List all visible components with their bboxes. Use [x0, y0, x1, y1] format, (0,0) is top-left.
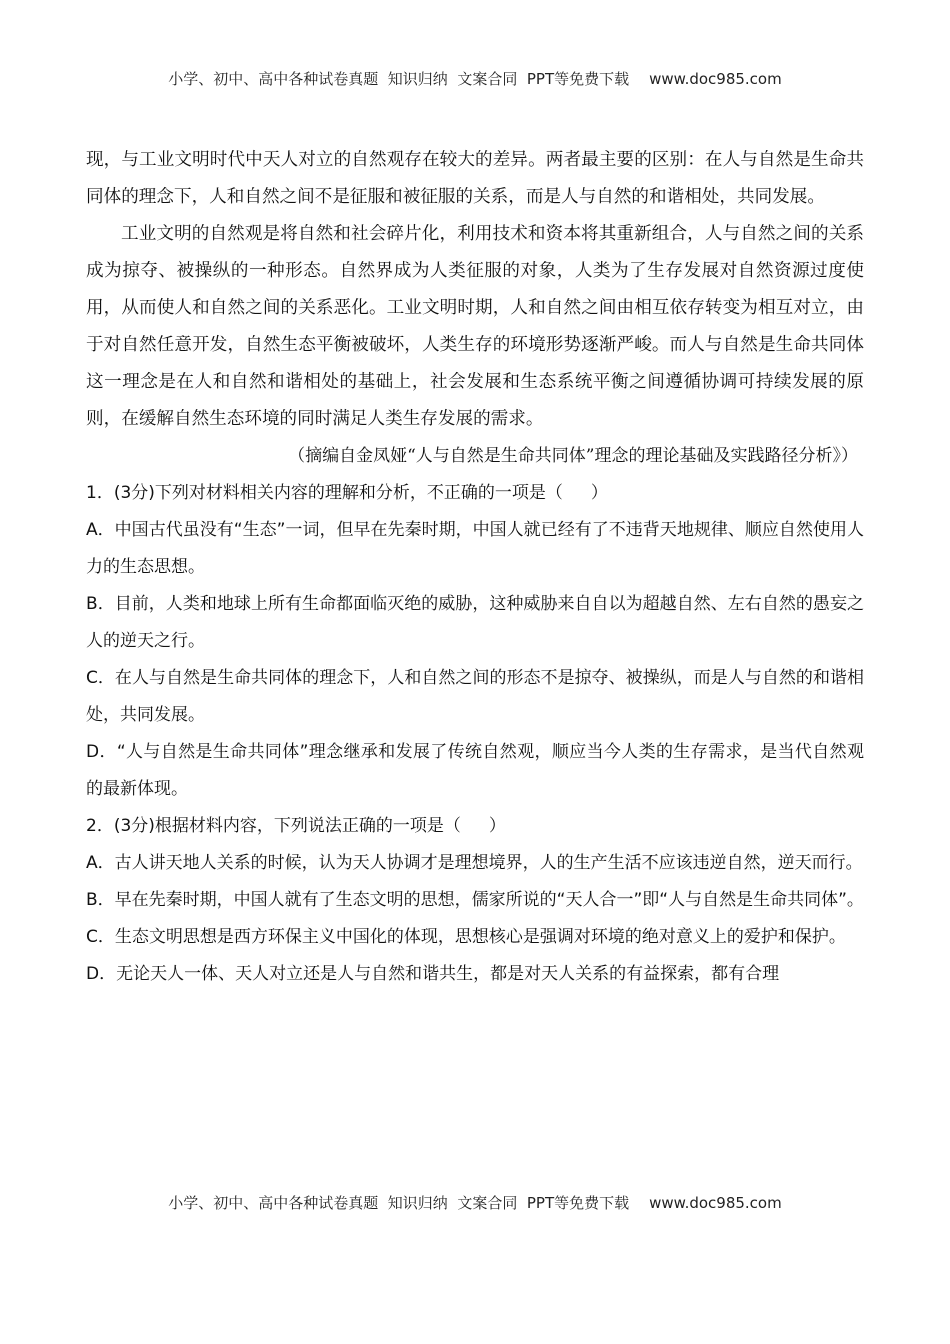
question-stem-text: 1．(3分)下列对材料相关内容的理解和分析，不正确的一项是（ — [86, 483, 563, 503]
option-c: C．在人与自然是生命共同体的理念下，人和自然之间的形态不是掠夺、被操纵，而是人与自然的和谐相处，共同发展。 — [86, 668, 864, 725]
header-text: 小学、初中、高中各种试卷真题 知识归纳 文案合同 PPT等免费下载 — [168, 70, 630, 88]
question-2 — [86, 808, 864, 993]
option-b: B．早在先秦时期，中国人就有了生态文明的思想，儒家所说的“天人合一”即“人与自然是生命共同体”。 — [86, 890, 864, 910]
question-stem-end: ） — [590, 483, 608, 503]
option-d: D．“人与自然是生命共同体”理念继承和发展了传统自然观，顺应当今人类的生存需求，是当代自然观的最新体现。 — [86, 742, 864, 799]
header-url[interactable]: www.doc985.com — [649, 70, 782, 88]
option-d: D．无论天人一体、天人对立还是人与自然和谐共生，都是对天人关系的有益探索，都有合理 — [86, 964, 780, 984]
question-stem-text: 2．(3分)根据材料内容，下列说法正确的一项是（ — [86, 816, 461, 836]
option-a: A．古人讲天地人关系的时候，认为天人协调才是理想境界，人的生产生活不应该违逆自然，逆天而行。 — [86, 853, 863, 873]
page-footer — [0, 1192, 950, 1213]
option-b: B．目前，人类和地球上所有生命都面临灭绝的威胁，这种威胁来自自以为超越自然、左右自然的愚妄之人的逆天之行。 — [86, 594, 864, 651]
passage-paragraph-2: 工业文明的自然观是将自然和社会碎片化，利用技术和资本将其重新组合，人与自然之间的关系成为掠夺、被操纵的一种形态。自然界成为人类征服的对象，人类为了生存发展对自然资源过度使用，从而使人和自然之间的关系恶化。工业文明时期，人和自然之间由相互依存转变为相互对立，由于对自然任意开发，自然生态平衡被破坏，人类生存的环境形势逐渐严峻。而人与自然是生命共同体这一理念是在人和自然和谐相处的基础上，社会发展和生态系统平衡之间遵循协调可持续发展的原则，在缓解自然生态环境的同时满足人类生存发展的需求。 — [86, 224, 864, 429]
footer-url[interactable]: www.doc985.com — [649, 1194, 782, 1212]
question-stem — [86, 475, 864, 512]
option-c: C．生态文明思想是西方环保主义中国化的体现，思想核心是强调对环境的绝对意义上的爱护和保护。 — [86, 927, 846, 947]
question-stem-end: ） — [488, 816, 506, 836]
passage-paragraph-1: 现，与工业文明时代中天人对立的自然观存在较大的差异。两者最主要的区别：在人与自然是生命共同体的理念下，人和自然之间不是征服和被征服的关系，而是人与自然的和谐相处，共同发展。 — [86, 150, 864, 207]
footer-text: 小学、初中、高中各种试卷真题 知识归纳 文案合同 PPT等免费下载 — [168, 1194, 630, 1212]
passage-citation: （摘编自金凤娅“人与自然是生命共同体”理念的理论基础及实践路径分析》） — [288, 446, 858, 466]
question-1 — [86, 475, 864, 808]
document-body — [86, 142, 864, 993]
option-a: A．中国古代虽没有“生态”一词，但早在先秦时期，中国人就已经有了不违背天地规律、顺应自然使用人力的生态思想。 — [86, 520, 864, 577]
page-header — [0, 68, 950, 89]
question-stem — [86, 808, 864, 845]
